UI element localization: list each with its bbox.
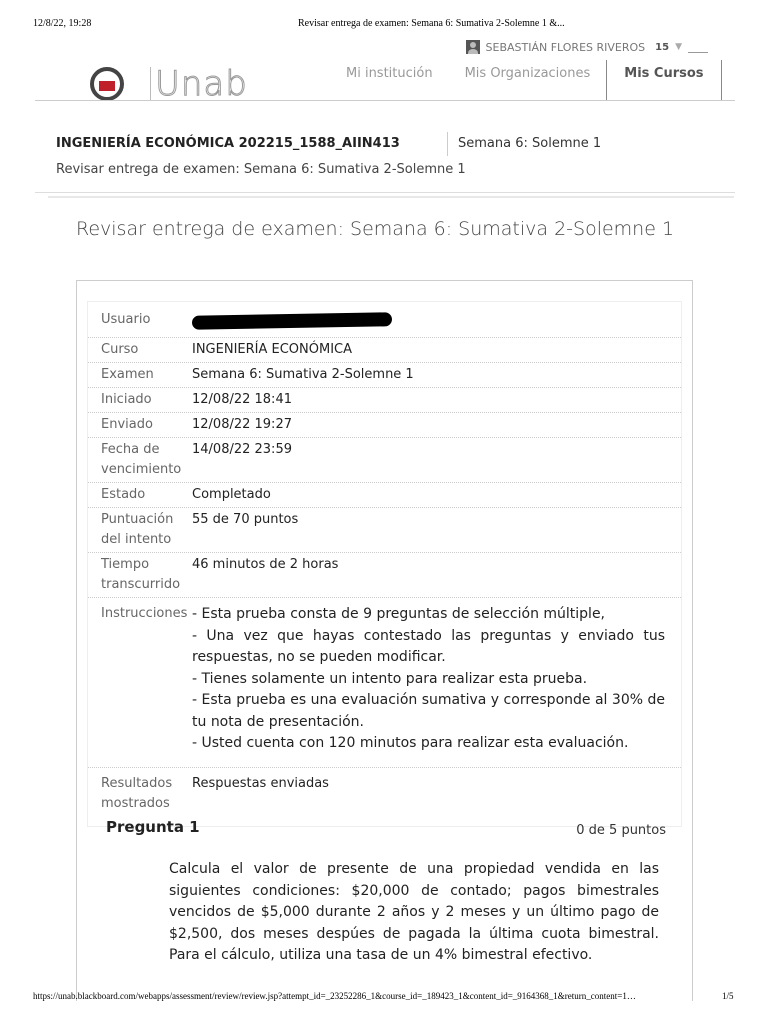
- nav-mi-institucion[interactable]: Mi institución: [346, 66, 433, 81]
- detail-value: Semana 6: Sumativa 2-Solemne 1: [192, 367, 414, 382]
- detail-label: Puntuación del intento: [101, 512, 174, 547]
- detail-row-vencimiento: [88, 438, 681, 483]
- user-name[interactable]: SEBASTIÁN FLORES RIVEROS: [485, 40, 646, 54]
- breadcrumb-current: Revisar entrega de examen: Semana 6: Sumativa 2-Solemne 1: [56, 162, 466, 177]
- instruction-line: - Tienes solamente un intento para realizar esta prueba.: [192, 670, 588, 687]
- detail-row-tiempo: [88, 553, 681, 598]
- detail-row-usuario: [88, 308, 681, 338]
- detail-row-curso: [88, 338, 681, 363]
- detail-row-puntuacion: [88, 508, 681, 553]
- detail-value: INGENIERÍA ECONÓMICA: [192, 342, 353, 357]
- breadcrumb-separator: [447, 132, 448, 156]
- avatar-icon: [466, 40, 480, 54]
- breadcrumb-section[interactable]: Semana 6: Solemne 1: [458, 136, 602, 151]
- detail-value: Respuestas enviadas: [192, 775, 329, 791]
- top-navigation: [330, 60, 722, 100]
- detail-value: 46 minutos de 2 horas: [192, 557, 339, 572]
- question-header: [106, 817, 666, 836]
- attempt-details: [87, 301, 682, 827]
- unab-logo[interactable]: [90, 66, 248, 102]
- detail-label: Instrucciones: [101, 606, 188, 621]
- detail-label: Usuario: [101, 312, 151, 327]
- instruction-line: - Usted cuenta con 120 minutos para realizar esta evaluación.: [192, 735, 629, 751]
- detail-label: Tiempo transcurrido: [101, 557, 181, 592]
- instruction-line: - Esta prueba consta de 9 preguntas de selección múltiple,: [192, 606, 606, 622]
- print-footer: [0, 991, 768, 1007]
- breadcrumb: [35, 128, 735, 193]
- print-header: [0, 14, 768, 34]
- detail-row-examen: [88, 363, 681, 388]
- detail-label: Resultados mostrados: [101, 775, 173, 811]
- detail-label: Enviado: [101, 417, 153, 432]
- print-page-number: 1/5: [722, 991, 734, 1001]
- detail-label: Iniciado: [101, 392, 152, 407]
- detail-row-iniciado: [88, 388, 681, 413]
- detail-row-instrucciones: [88, 598, 681, 768]
- breadcrumb-course[interactable]: INGENIERÍA ECONÓMICA 202215_1588_AIIN413: [56, 136, 400, 151]
- nav-mis-cursos[interactable]: Mis Cursos: [606, 60, 721, 100]
- logo-divider: [150, 67, 151, 101]
- instruction-line: - Una vez que hayas contestado las preguntas y enviado tus respuestas, no se pueden modificar.: [192, 627, 665, 665]
- nav-mis-organizaciones[interactable]: Mis Organizaciones: [464, 66, 591, 81]
- detail-value: 12/08/22 18:41: [192, 392, 292, 407]
- logo-emblem-icon: [90, 67, 124, 101]
- detail-value: 14/08/22 23:59: [192, 442, 292, 457]
- question-title: Pregunta 1: [106, 818, 200, 836]
- user-bar: [466, 38, 708, 56]
- page-title: Revisar entrega de examen: Semana 6: Sumativa 2-Solemne 1: [76, 218, 675, 240]
- question-points: 0 de 5 puntos: [576, 823, 666, 838]
- detail-label: Estado: [101, 487, 146, 502]
- content-panel: [48, 196, 734, 998]
- detail-row-resultados: [88, 772, 681, 816]
- caret-down-icon[interactable]: ▼: [675, 42, 682, 52]
- header-divider: [35, 100, 735, 101]
- print-page-title: Revisar entrega de examen: Semana 6: Sumativa 2-Solemne 1 &...: [298, 18, 565, 29]
- detail-label: Curso: [101, 342, 139, 357]
- redacted-username: [192, 312, 392, 329]
- logo-wordmark: Unab: [155, 64, 248, 104]
- notification-count[interactable]: 15: [655, 41, 670, 53]
- print-url: https://unab.blackboard.com/webapps/assessment/review/review.jsp?attempt_id=_23252286_1&course_id=_189423_1&content_id=_9164368_1&return_content=1…: [33, 991, 636, 1001]
- detail-value: [192, 310, 681, 335]
- question-text: Calcula el valor de presente de una propiedad vendida en las siguientes condiciones: $20,000 de contado; pagos bimestrales vencidos de $5,000 durante 2 años y 2 meses y un último pago de $2,500, dos meses despúes de pagada la última cuota bimestral. Para el cálculo, utiliza una tasa de un 4% bimestral efectivo.: [169, 861, 659, 963]
- detail-row-estado: [88, 483, 681, 508]
- print-datetime: 12/8/22, 19:28: [33, 18, 92, 29]
- detail-value: Completado: [192, 487, 271, 502]
- instructions-text: [192, 600, 681, 765]
- review-card: [76, 280, 693, 1001]
- detail-label: Fecha de vencimiento: [101, 442, 182, 477]
- detail-label: Examen: [101, 367, 154, 382]
- detail-value: 55 de 70 puntos: [192, 512, 299, 527]
- detail-row-enviado: [88, 413, 681, 438]
- instruction-line: - Esta prueba es una evaluación sumativa y corresponde al 30% de tu nota de presentación.: [192, 692, 665, 730]
- detail-value: 12/08/22 19:27: [192, 417, 292, 432]
- user-menu-divider: [688, 42, 708, 53]
